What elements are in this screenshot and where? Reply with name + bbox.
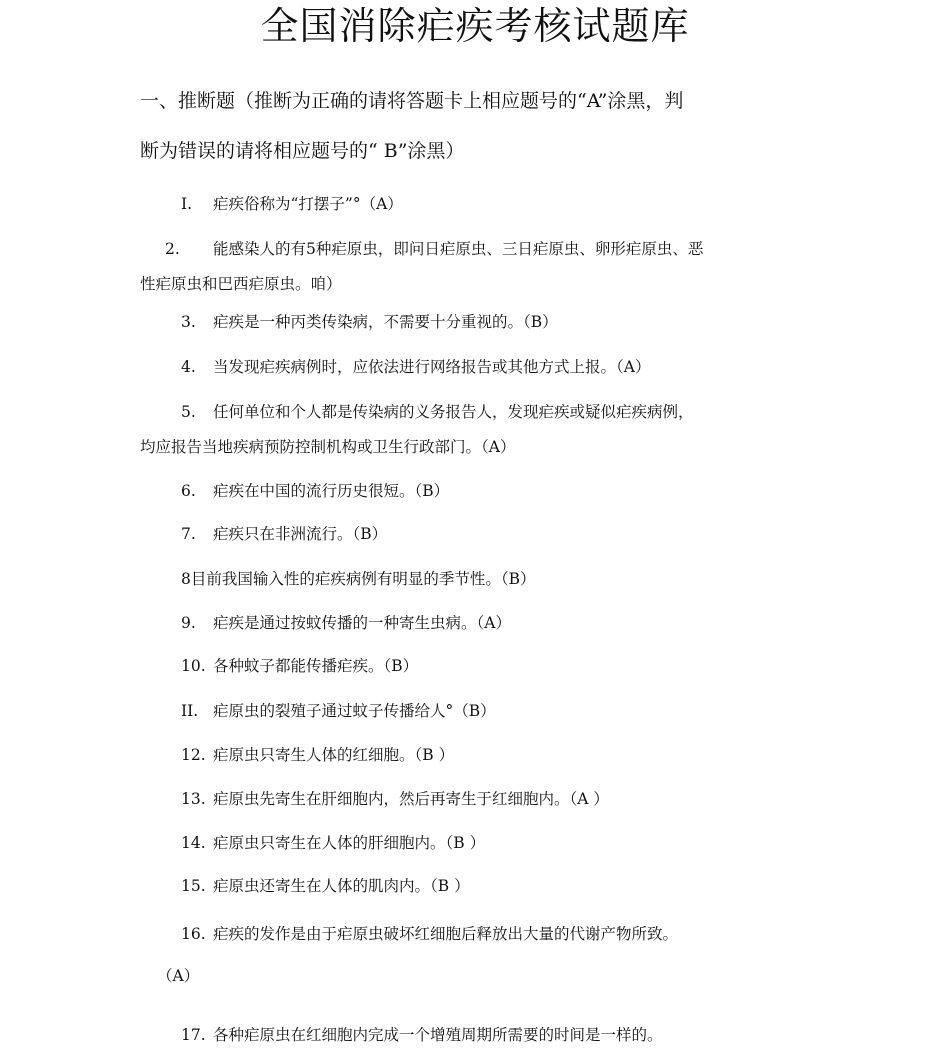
- question-number: 2.: [165, 240, 180, 258]
- question-number: 17.: [181, 1026, 206, 1044]
- section-heading-line-2: 断为错误的请将相应题号的“ B”涂黑）: [140, 140, 465, 162]
- question-text: 疟原虫的裂殖子通过蚊子传播给人°（B）: [213, 702, 496, 720]
- question-number: 6.: [181, 482, 196, 500]
- question-number: 4.: [181, 358, 196, 376]
- question-text: 任何单位和个人都是传染病的义务报告人，发现疟疾或疑似疟疾病例，: [213, 403, 694, 421]
- question-number: 14.: [181, 834, 206, 852]
- question-text: 疟疾是一种丙类传染病，不需要十分重视的。（B）: [213, 313, 558, 331]
- question-number: 7.: [181, 525, 196, 543]
- question-16-continuation: （A）: [157, 967, 200, 985]
- question-text: 疟疾在中国的流行历史很短。（B）: [213, 482, 450, 500]
- question-text: 各种蚊子都能传播疟疾。（B）: [213, 657, 419, 675]
- question-3: [181, 312, 558, 332]
- question-text: 当发现疟疾病例时，应依法进行网络报告或其他方式上报。（A）: [213, 358, 651, 376]
- question-text: 8目前我国输入性的疟疾病例有明显的季节性。（B）: [181, 570, 536, 588]
- question-1: [181, 194, 403, 214]
- question-number: 13.: [181, 790, 206, 808]
- question-text: 疟疾俗称为“打摆子”°（A）: [213, 195, 403, 213]
- question-2-continuation: 性疟原虫和巴西疟原虫。咱）: [140, 275, 342, 293]
- question-number: 9.: [181, 614, 196, 632]
- question-text: 各种疟原虫在红细胞内完成一个增殖周期所需要的时间是一样的。: [213, 1026, 663, 1044]
- question-6: [181, 481, 449, 501]
- question-number: II.: [181, 702, 199, 720]
- question-number: 5.: [181, 403, 196, 421]
- question-5: [181, 402, 694, 422]
- question-15: [181, 876, 470, 896]
- question-13: [181, 789, 609, 809]
- question-number: I.: [181, 195, 193, 213]
- question-text: 疟原虫只寄生人体的红细胞。（B ）: [213, 746, 455, 764]
- question-text: 疟原虫还寄生在人体的肌肉内。（B ）: [213, 877, 470, 895]
- question-text: 疟疾只在非洲流行。（B）: [213, 525, 388, 543]
- question-number: 10.: [181, 657, 206, 675]
- question-number: 16.: [181, 925, 206, 943]
- question-number: 3.: [181, 313, 196, 331]
- question-11: [181, 701, 496, 721]
- page-title: 全国消除疟疾考核试题库: [260, 4, 690, 48]
- question-2: [165, 239, 703, 259]
- question-5-continuation: 均应报告当地疾病预防控制机构或卫生行政部门。（A）: [140, 438, 516, 456]
- question-8: [181, 569, 536, 589]
- question-text: 疟原虫先寄生在肝细胞内，然后再寄生于红细胞内。（A ）: [213, 790, 609, 808]
- question-text: 疟疾是通过按蚊传播的一种寄生虫病。（A）: [213, 614, 511, 632]
- question-12: [181, 745, 454, 765]
- question-17: [181, 1025, 663, 1045]
- section-heading-line-1: 一、推断题（推断为正确的请将答题卡上相应题号的“A”涂黑，判: [140, 90, 684, 112]
- question-text: 疟疾的发作是由于疟原虫破坏红细胞后释放出大量的代谢产物所致。: [213, 925, 679, 943]
- question-text: 能感染人的有5种疟原虫，即问日疟原虫、三日疟原虫、卵形疟原虫、恶: [213, 240, 704, 258]
- question-14: [181, 833, 485, 853]
- question-4: [181, 357, 650, 377]
- question-10: [181, 656, 418, 676]
- question-number: 12.: [181, 746, 206, 764]
- question-text: 疟原虫只寄生在人体的肝细胞内。（B ）: [213, 834, 486, 852]
- question-9: [181, 613, 511, 633]
- question-7: [181, 524, 387, 544]
- question-16: [181, 924, 678, 944]
- question-number: 15.: [181, 877, 206, 895]
